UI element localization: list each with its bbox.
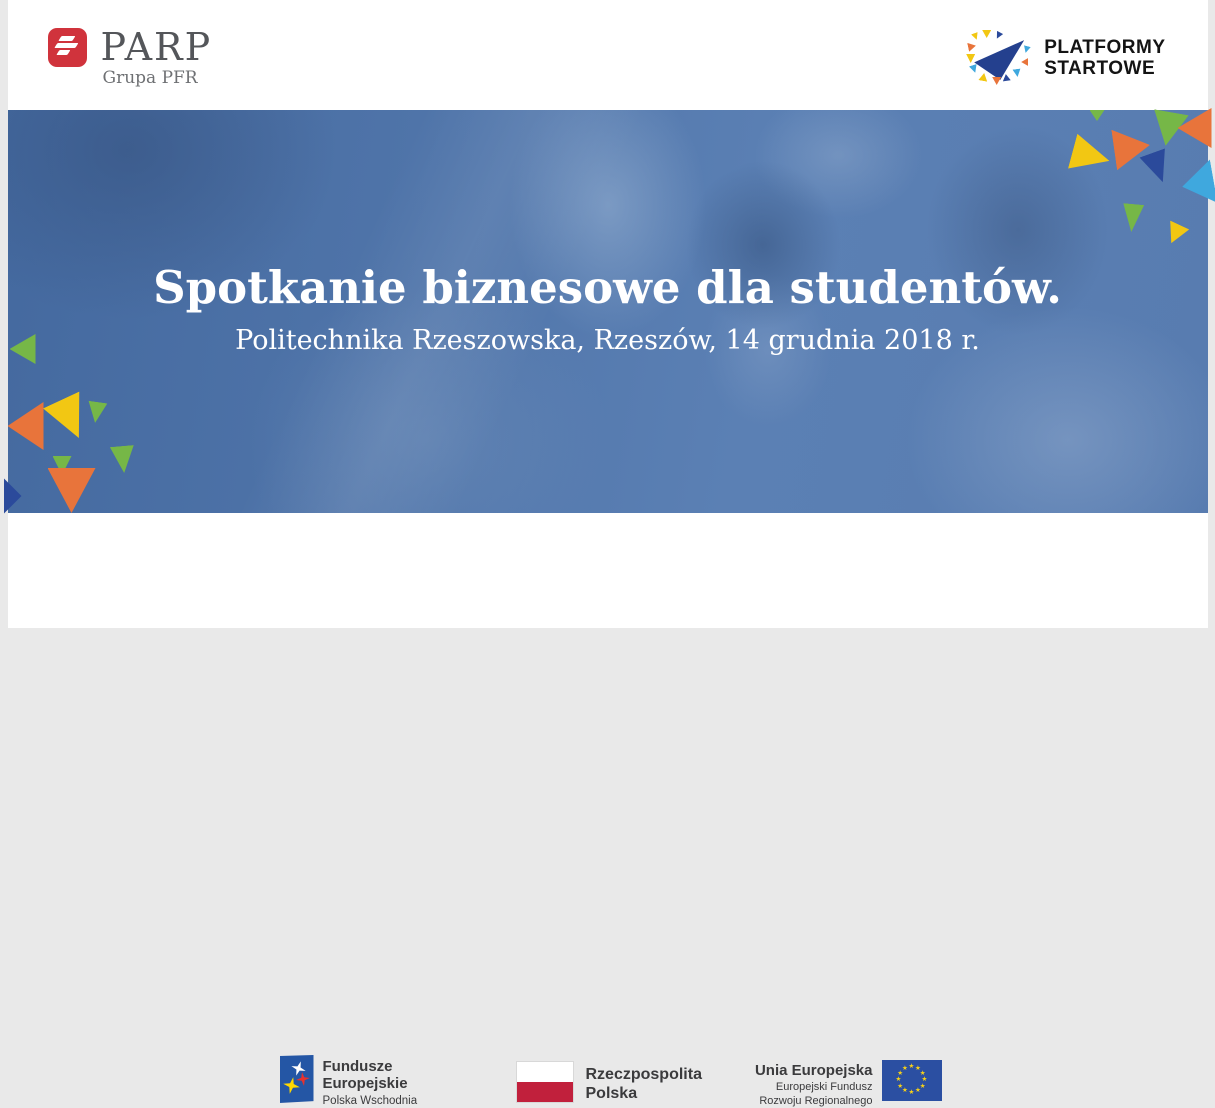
triangle-icon bbox=[1161, 220, 1188, 247]
triangle-icon bbox=[85, 401, 107, 424]
platformy-plane-icon bbox=[966, 30, 1030, 86]
triangle-icon bbox=[1178, 160, 1215, 209]
fundusze-europejskie-flag-icon bbox=[280, 1055, 314, 1103]
eu-flag-icon: ★ ★ ★ ★ ★ ★ ★ ★ ★ ★ ★ ★ bbox=[882, 1060, 942, 1101]
event-title: Spotkanie biznesowe dla studentów. bbox=[153, 261, 1062, 314]
ue-line1: Unia Europejska bbox=[754, 1062, 873, 1079]
triangle-icon bbox=[4, 478, 22, 514]
rp-line1: Rzeczpospolita bbox=[585, 1066, 702, 1083]
triangle-icon bbox=[1067, 134, 1113, 179]
parp-logo bbox=[48, 25, 213, 88]
rzeczpospolita-polska-label bbox=[586, 1065, 702, 1103]
parp-logo-subtitle: Grupa PFR bbox=[102, 68, 198, 88]
triangle-icon bbox=[1139, 148, 1175, 186]
fundusze-europejskie-label bbox=[323, 1058, 418, 1107]
rp-line2: Polska bbox=[585, 1085, 638, 1102]
triangle-icon bbox=[8, 402, 44, 450]
photo-band bbox=[8, 110, 1208, 513]
platformy-logo-line1: PLATFORMY bbox=[1044, 37, 1166, 58]
parp-logo-name: PARP bbox=[100, 25, 213, 69]
ue-line3: Rozwoju Regionalnego bbox=[759, 1095, 873, 1107]
parp-mark-icon bbox=[48, 28, 87, 67]
footer bbox=[8, 513, 1208, 1107]
header bbox=[8, 0, 1208, 110]
fundusze-line3: Polska Wschodnia bbox=[322, 1095, 418, 1107]
triangle-icon bbox=[42, 392, 96, 447]
triangle-icon bbox=[1178, 108, 1212, 148]
platformy-startowe-logo bbox=[966, 30, 1165, 86]
event-location-date: Politechnika Rzeszowska, Rzeszów, 14 grudnia 2018 r. bbox=[235, 325, 980, 356]
platformy-logo-line2: STARTOWE bbox=[1044, 58, 1156, 79]
poland-flag-icon bbox=[516, 1061, 574, 1103]
triangle-icon bbox=[109, 445, 135, 474]
ue-line2: Europejski Fundusz bbox=[775, 1081, 873, 1093]
triangle-icon bbox=[1090, 110, 1105, 121]
fundusze-line2: Europejskie bbox=[322, 1075, 408, 1092]
unia-europejska-label bbox=[743, 1062, 873, 1108]
triangle-icon bbox=[1120, 203, 1143, 233]
event-banner bbox=[8, 0, 1208, 1107]
triangle-icon bbox=[48, 468, 96, 513]
fundusze-line1: Fundusze bbox=[322, 1058, 393, 1075]
